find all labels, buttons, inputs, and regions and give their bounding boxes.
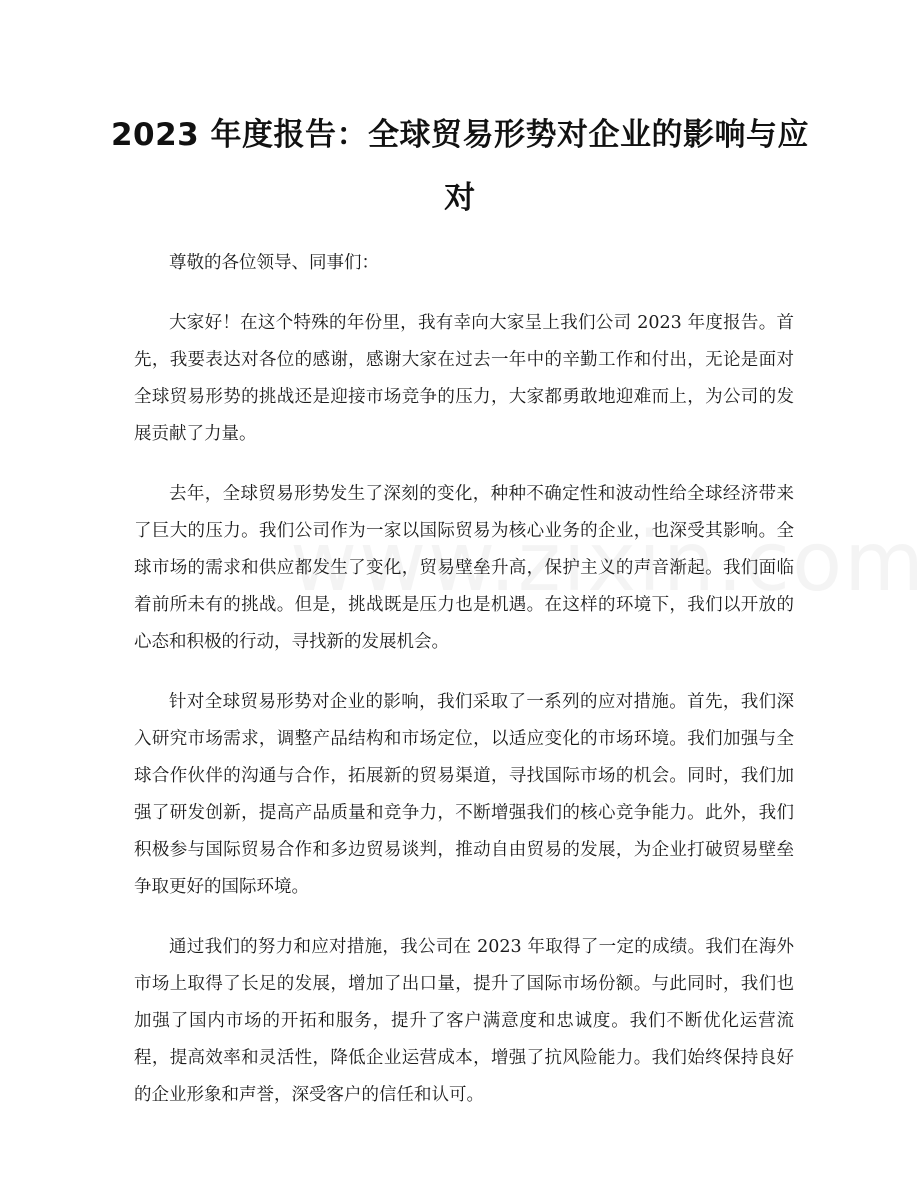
body-paragraph: 去年，全球贸易形势发生了深刻的变化，种种不确定性和波动性给全球经济带来了巨大的压力。我们公司作为一家以国际贸易为核心业务的企业，也深受其影响。全球市场的需求和供应都发生了变化，贸易壁垒升高，保护主义的声音渐起。我们面临着前所未有的挑战。但是，挑战既是压力也是机遇。在这样的环境下，我们以开放的心态和积极的行动，寻找新的发展机会。 [134,484,794,652]
body-paragraph: 大家好！在这个特殊的年份里，我有幸向大家呈上我们公司 2023 年度报告。首先，我要表达对各位的感谢，感谢大家在过去一年中的辛勤工作和付出，无论是面对全球贸易形势的挑战还是迎接市场竞争的压力，大家都勇敢地迎难而上，为公司的发展贡献了力量。 [134,313,794,444]
document-title: 2023 年度报告：全球贸易形势对企业的影响与应对 [110,117,810,216]
body-paragraph: 针对全球贸易形势对企业的影响，我们采取了一系列的应对措施。首先，我们深入研究市场需求，调整产品结构和市场定位，以适应变化的市场环境。我们加强与全球合作伙伴的沟通与合作，拓展新的贸易渠道，寻找国际市场的机会。同时，我们加强了研发创新，提高产品质量和竞争力，不断增强我们的核心竞争能力。此外，我们积极参与国际贸易合作和多边贸易谈判，推动自由贸易的发展，为企业打破贸易壁垒争取更好的国际环境。 [134,692,794,897]
document-body [134,245,794,1137]
body-paragraph: 通过我们的努力和应对措施，我公司在 2023 年取得了一定的成绩。我们在海外市场上取得了长足的发展，增加了出口量，提升了国际市场份额。与此同时，我们也加强了国内市场的开拓和服务，提升了客户满意度和忠诚度。我们不断优化运营流程，提高效率和灵活性，降低企业运营成本，增强了抗风险能力。我们始终保持良好的企业形象和声誉，深受客户的信任和认可。 [134,937,794,1105]
salutation-paragraph: 尊敬的各位领导、同事们： [169,253,379,273]
